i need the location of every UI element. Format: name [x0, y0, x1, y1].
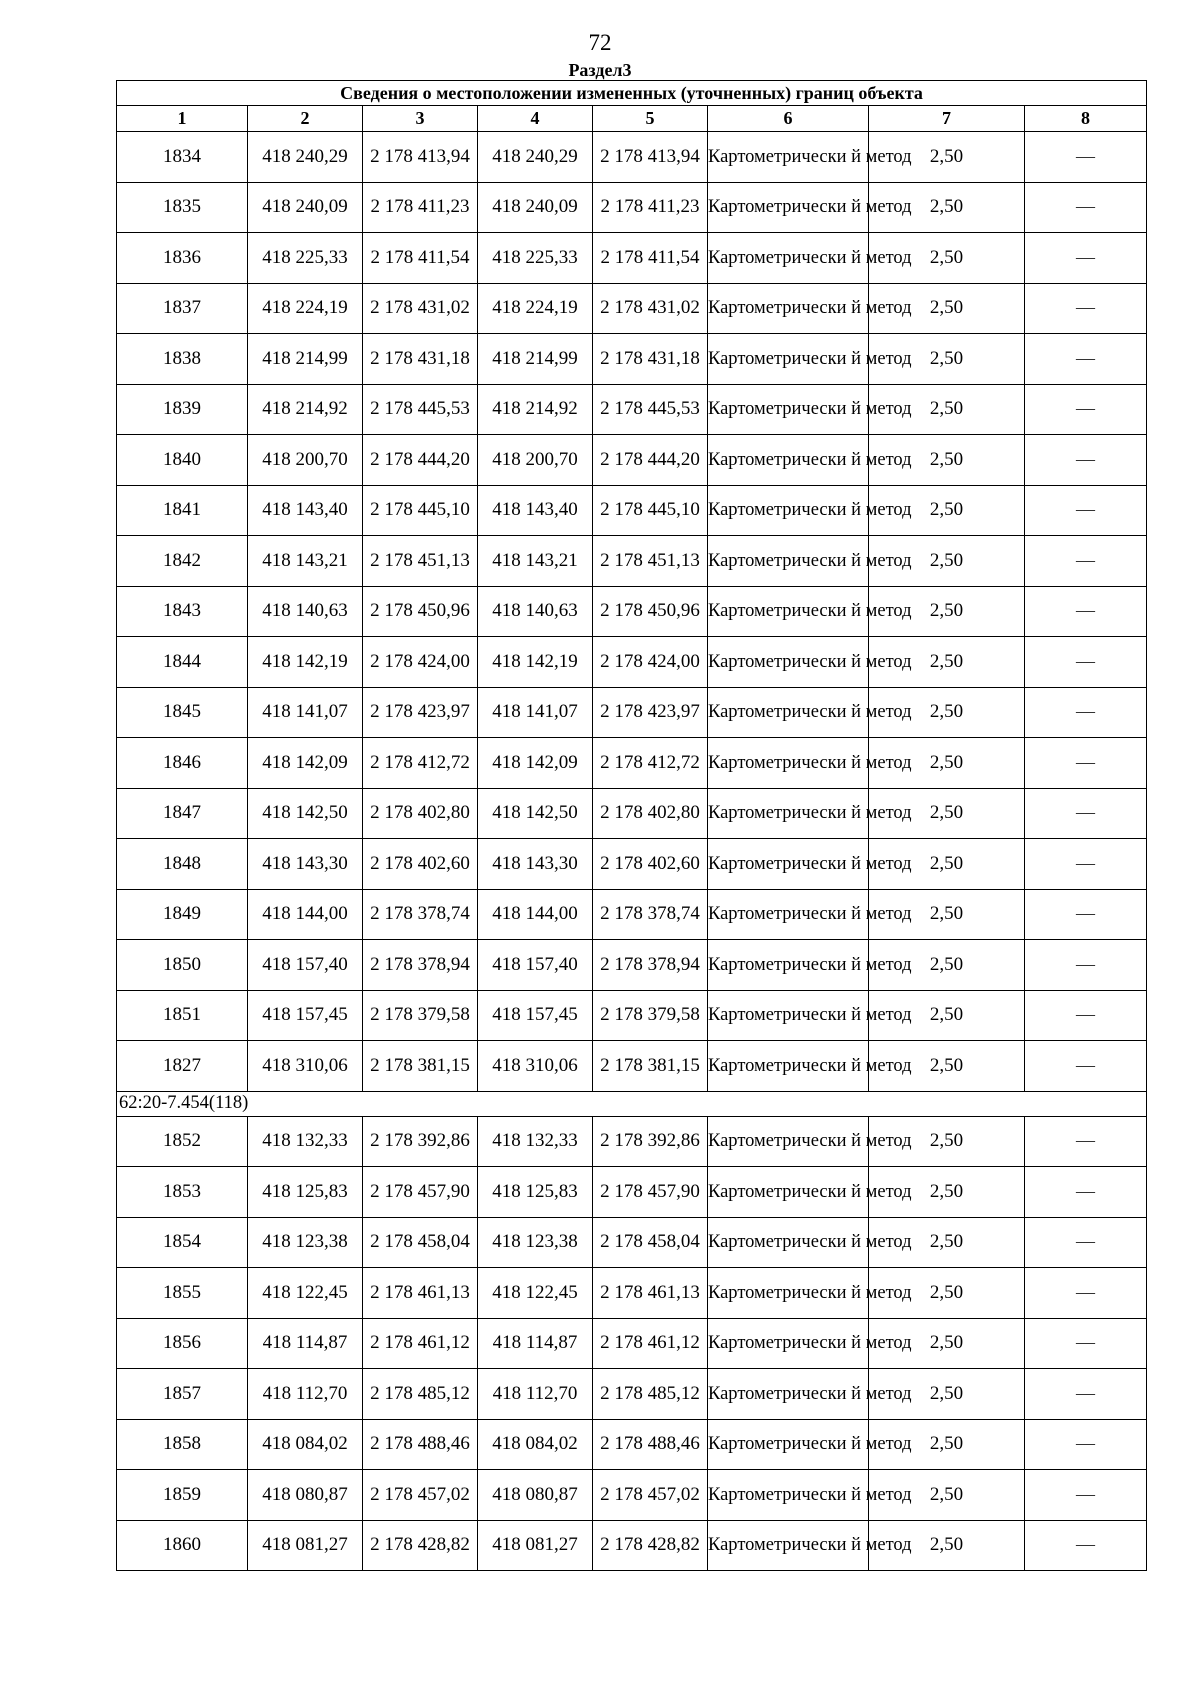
- x-refined-cell: 418 140,63: [478, 586, 593, 637]
- y-refined-cell: 2 178 411,23: [593, 182, 708, 233]
- y-refined-cell: 2 178 450,96: [593, 586, 708, 637]
- note-cell: —: [1025, 1520, 1147, 1571]
- note-cell: —: [1025, 1369, 1147, 1420]
- accuracy-cell: 2,50: [869, 1470, 1025, 1521]
- point-number-cell: 1843: [117, 586, 248, 637]
- y-existing-cell: 2 178 412,72: [363, 738, 478, 789]
- note-cell: —: [1025, 334, 1147, 385]
- table-row: [117, 1318, 1147, 1369]
- y-existing-cell: 2 178 379,58: [363, 990, 478, 1041]
- point-number-cell: 1842: [117, 536, 248, 587]
- x-existing-cell: 418 157,40: [248, 940, 363, 991]
- note-cell: —: [1025, 1419, 1147, 1470]
- method-cell: Картометрически й метод: [708, 839, 869, 890]
- table-row: [117, 1167, 1147, 1218]
- x-refined-cell: 418 142,19: [478, 637, 593, 688]
- y-existing-cell: 2 178 411,54: [363, 233, 478, 284]
- x-existing-cell: 418 141,07: [248, 687, 363, 738]
- table-row: [117, 435, 1147, 486]
- method-cell: Картометрически й метод: [708, 1116, 869, 1167]
- method-cell: Картометрически й метод: [708, 1369, 869, 1420]
- x-existing-cell: 418 143,40: [248, 485, 363, 536]
- accuracy-cell: 2,50: [869, 182, 1025, 233]
- y-refined-cell: 2 178 431,18: [593, 334, 708, 385]
- accuracy-cell: 2,50: [869, 384, 1025, 435]
- x-refined-cell: 418 122,45: [478, 1268, 593, 1319]
- point-number-cell: 1847: [117, 788, 248, 839]
- point-number-cell: 1851: [117, 990, 248, 1041]
- accuracy-cell: 2,50: [869, 1116, 1025, 1167]
- x-refined-cell: 418 214,99: [478, 334, 593, 385]
- note-cell: —: [1025, 536, 1147, 587]
- note-cell: —: [1025, 687, 1147, 738]
- y-existing-cell: 2 178 423,97: [363, 687, 478, 738]
- accuracy-cell: 2,50: [869, 1268, 1025, 1319]
- y-refined-cell: 2 178 461,13: [593, 1268, 708, 1319]
- method-cell: Картометрически й метод: [708, 384, 869, 435]
- note-cell: —: [1025, 132, 1147, 183]
- x-refined-cell: 418 200,70: [478, 435, 593, 486]
- note-cell: —: [1025, 233, 1147, 284]
- x-refined-cell: 418 144,00: [478, 889, 593, 940]
- accuracy-cell: 2,50: [869, 1318, 1025, 1369]
- note-cell: —: [1025, 283, 1147, 334]
- x-refined-cell: 418 143,30: [478, 839, 593, 890]
- point-number-cell: 1827: [117, 1041, 248, 1092]
- accuracy-cell: 2,50: [869, 839, 1025, 890]
- x-existing-cell: 418 214,99: [248, 334, 363, 385]
- accuracy-cell: 2,50: [869, 738, 1025, 789]
- accuracy-cell: 2,50: [869, 1167, 1025, 1218]
- y-refined-cell: 2 178 428,82: [593, 1520, 708, 1571]
- method-cell: Картометрически й метод: [708, 637, 869, 688]
- x-existing-cell: 418 225,33: [248, 233, 363, 284]
- x-existing-cell: 418 081,27: [248, 1520, 363, 1571]
- note-cell: —: [1025, 1470, 1147, 1521]
- table-row: [117, 182, 1147, 233]
- accuracy-cell: 2,50: [869, 1520, 1025, 1571]
- x-refined-cell: 418 141,07: [478, 687, 593, 738]
- x-refined-cell: 418 114,87: [478, 1318, 593, 1369]
- method-cell: Картометрически й метод: [708, 1268, 869, 1319]
- point-number-cell: 1855: [117, 1268, 248, 1319]
- x-refined-cell: 418 080,87: [478, 1470, 593, 1521]
- x-refined-cell: 418 157,45: [478, 990, 593, 1041]
- accuracy-cell: 2,50: [869, 889, 1025, 940]
- x-refined-cell: 418 310,06: [478, 1041, 593, 1092]
- accuracy-cell: 2,50: [869, 283, 1025, 334]
- y-existing-cell: 2 178 458,04: [363, 1217, 478, 1268]
- y-refined-cell: 2 178 413,94: [593, 132, 708, 183]
- y-existing-cell: 2 178 402,60: [363, 839, 478, 890]
- method-cell: Картометрически й метод: [708, 788, 869, 839]
- y-existing-cell: 2 178 411,23: [363, 182, 478, 233]
- point-number-cell: 1859: [117, 1470, 248, 1521]
- y-existing-cell: 2 178 378,94: [363, 940, 478, 991]
- table-row: [117, 1470, 1147, 1521]
- x-existing-cell: 418 112,70: [248, 1369, 363, 1420]
- x-refined-cell: 418 132,33: [478, 1116, 593, 1167]
- y-existing-cell: 2 178 424,00: [363, 637, 478, 688]
- note-cell: —: [1025, 637, 1147, 688]
- accuracy-cell: 2,50: [869, 788, 1025, 839]
- x-existing-cell: 418 157,45: [248, 990, 363, 1041]
- x-existing-cell: 418 080,87: [248, 1470, 363, 1521]
- x-refined-cell: 418 224,19: [478, 283, 593, 334]
- method-cell: Картометрически й метод: [708, 586, 869, 637]
- method-cell: Картометрически й метод: [708, 233, 869, 284]
- accuracy-cell: 2,50: [869, 485, 1025, 536]
- note-cell: —: [1025, 1318, 1147, 1369]
- note-cell: —: [1025, 788, 1147, 839]
- group-label-row: [117, 1091, 1147, 1116]
- point-number-cell: 1844: [117, 637, 248, 688]
- column-header: 3: [363, 106, 478, 132]
- x-existing-cell: 418 142,50: [248, 788, 363, 839]
- y-existing-cell: 2 178 402,80: [363, 788, 478, 839]
- y-existing-cell: 2 178 392,86: [363, 1116, 478, 1167]
- point-number-cell: 1853: [117, 1167, 248, 1218]
- x-refined-cell: 418 125,83: [478, 1167, 593, 1218]
- point-number-cell: 1850: [117, 940, 248, 991]
- point-number-cell: 1838: [117, 334, 248, 385]
- note-cell: —: [1025, 1116, 1147, 1167]
- accuracy-cell: 2,50: [869, 435, 1025, 486]
- x-existing-cell: 418 123,38: [248, 1217, 363, 1268]
- column-header: 7: [869, 106, 1025, 132]
- note-cell: —: [1025, 990, 1147, 1041]
- method-cell: Картометрически й метод: [708, 283, 869, 334]
- point-number-cell: 1846: [117, 738, 248, 789]
- table-row: [117, 586, 1147, 637]
- x-existing-cell: 418 144,00: [248, 889, 363, 940]
- point-number-cell: 1840: [117, 435, 248, 486]
- method-cell: Картометрически й метод: [708, 889, 869, 940]
- y-refined-cell: 2 178 412,72: [593, 738, 708, 789]
- x-existing-cell: 418 132,33: [248, 1116, 363, 1167]
- x-refined-cell: 418 214,92: [478, 384, 593, 435]
- table-row: [117, 1419, 1147, 1470]
- note-cell: —: [1025, 889, 1147, 940]
- table-row: [117, 889, 1147, 940]
- x-existing-cell: 418 084,02: [248, 1419, 363, 1470]
- table-caption: Сведения о местоположении измененных (уточненных) границ объекта: [117, 81, 1147, 106]
- method-cell: Картометрически й метод: [708, 334, 869, 385]
- x-existing-cell: 418 310,06: [248, 1041, 363, 1092]
- y-refined-cell: 2 178 431,02: [593, 283, 708, 334]
- page-number: 72: [588, 30, 612, 55]
- y-existing-cell: 2 178 488,46: [363, 1419, 478, 1470]
- x-existing-cell: 418 122,45: [248, 1268, 363, 1319]
- point-number-cell: 1837: [117, 283, 248, 334]
- table-row: [117, 1217, 1147, 1268]
- column-header: 2: [248, 106, 363, 132]
- x-existing-cell: 418 142,19: [248, 637, 363, 688]
- y-existing-cell: 2 178 457,90: [363, 1167, 478, 1218]
- point-number-cell: 1834: [117, 132, 248, 183]
- method-cell: Картометрически й метод: [708, 182, 869, 233]
- accuracy-cell: 2,50: [869, 1369, 1025, 1420]
- accuracy-cell: 2,50: [869, 586, 1025, 637]
- x-existing-cell: 418 143,30: [248, 839, 363, 890]
- y-refined-cell: 2 178 423,97: [593, 687, 708, 738]
- note-cell: —: [1025, 1268, 1147, 1319]
- x-refined-cell: 418 081,27: [478, 1520, 593, 1571]
- point-number-cell: 1858: [117, 1419, 248, 1470]
- y-refined-cell: 2 178 378,94: [593, 940, 708, 991]
- column-header: 8: [1025, 106, 1147, 132]
- y-existing-cell: 2 178 461,13: [363, 1268, 478, 1319]
- y-refined-cell: 2 178 488,46: [593, 1419, 708, 1470]
- point-number-cell: 1854: [117, 1217, 248, 1268]
- y-refined-cell: 2 178 461,12: [593, 1318, 708, 1369]
- y-existing-cell: 2 178 444,20: [363, 435, 478, 486]
- x-existing-cell: 418 114,87: [248, 1318, 363, 1369]
- note-cell: —: [1025, 1217, 1147, 1268]
- y-existing-cell: 2 178 451,13: [363, 536, 478, 587]
- note-cell: —: [1025, 435, 1147, 486]
- method-cell: Картометрически й метод: [708, 1217, 869, 1268]
- accuracy-cell: 2,50: [869, 1419, 1025, 1470]
- x-existing-cell: 418 240,29: [248, 132, 363, 183]
- x-existing-cell: 418 125,83: [248, 1167, 363, 1218]
- table-row: [117, 788, 1147, 839]
- note-cell: —: [1025, 738, 1147, 789]
- y-existing-cell: 2 178 485,12: [363, 1369, 478, 1420]
- x-existing-cell: 418 200,70: [248, 435, 363, 486]
- y-refined-cell: 2 178 392,86: [593, 1116, 708, 1167]
- x-refined-cell: 418 123,38: [478, 1217, 593, 1268]
- y-existing-cell: 2 178 431,18: [363, 334, 478, 385]
- point-number-cell: 1839: [117, 384, 248, 435]
- note-cell: —: [1025, 940, 1147, 991]
- x-existing-cell: 418 140,63: [248, 586, 363, 637]
- table-row: [117, 1041, 1147, 1092]
- x-refined-cell: 418 143,21: [478, 536, 593, 587]
- point-number-cell: 1856: [117, 1318, 248, 1369]
- group-label: 62:20-7.454(118): [117, 1091, 1147, 1116]
- table-row: [117, 1369, 1147, 1420]
- method-cell: Картометрически й метод: [708, 1167, 869, 1218]
- table-row: [117, 334, 1147, 385]
- x-refined-cell: 418 142,09: [478, 738, 593, 789]
- y-refined-cell: 2 178 402,60: [593, 839, 708, 890]
- y-refined-cell: 2 178 445,53: [593, 384, 708, 435]
- x-refined-cell: 418 157,40: [478, 940, 593, 991]
- table-row: [117, 283, 1147, 334]
- y-existing-cell: 2 178 445,53: [363, 384, 478, 435]
- method-cell: Картометрически й метод: [708, 940, 869, 991]
- point-number-cell: 1841: [117, 485, 248, 536]
- y-existing-cell: 2 178 461,12: [363, 1318, 478, 1369]
- section-title: Раздел3: [568, 60, 632, 80]
- column-header-row: [117, 106, 1147, 132]
- point-number-cell: 1835: [117, 182, 248, 233]
- point-number-cell: 1857: [117, 1369, 248, 1420]
- table-row: [117, 1520, 1147, 1571]
- x-existing-cell: 418 240,09: [248, 182, 363, 233]
- y-existing-cell: 2 178 431,02: [363, 283, 478, 334]
- note-cell: —: [1025, 485, 1147, 536]
- y-existing-cell: 2 178 413,94: [363, 132, 478, 183]
- y-existing-cell: 2 178 428,82: [363, 1520, 478, 1571]
- table-caption-row: [117, 81, 1147, 106]
- y-refined-cell: 2 178 451,13: [593, 536, 708, 587]
- accuracy-cell: 2,50: [869, 940, 1025, 991]
- point-number-cell: 1848: [117, 839, 248, 890]
- column-header: 1: [117, 106, 248, 132]
- y-refined-cell: 2 178 458,04: [593, 1217, 708, 1268]
- note-cell: —: [1025, 1041, 1147, 1092]
- table-row: [117, 990, 1147, 1041]
- accuracy-cell: 2,50: [869, 637, 1025, 688]
- table-row: [117, 738, 1147, 789]
- accuracy-cell: 2,50: [869, 687, 1025, 738]
- accuracy-cell: 2,50: [869, 990, 1025, 1041]
- y-refined-cell: 2 178 378,74: [593, 889, 708, 940]
- note-cell: —: [1025, 384, 1147, 435]
- table-row: [117, 1116, 1147, 1167]
- note-cell: —: [1025, 182, 1147, 233]
- table-row: [117, 485, 1147, 536]
- method-cell: Картометрически й метод: [708, 990, 869, 1041]
- method-cell: Картометрически й метод: [708, 536, 869, 587]
- method-cell: Картометрически й метод: [708, 1041, 869, 1092]
- x-refined-cell: 418 084,02: [478, 1419, 593, 1470]
- x-refined-cell: 418 225,33: [478, 233, 593, 284]
- accuracy-cell: 2,50: [869, 334, 1025, 385]
- method-cell: Картометрически й метод: [708, 1318, 869, 1369]
- x-refined-cell: 418 142,50: [478, 788, 593, 839]
- table-row: [117, 1268, 1147, 1319]
- y-refined-cell: 2 178 457,90: [593, 1167, 708, 1218]
- point-number-cell: 1845: [117, 687, 248, 738]
- point-number-cell: 1852: [117, 1116, 248, 1167]
- method-cell: Картометрически й метод: [708, 687, 869, 738]
- y-existing-cell: 2 178 445,10: [363, 485, 478, 536]
- point-number-cell: 1836: [117, 233, 248, 284]
- x-refined-cell: 418 240,09: [478, 182, 593, 233]
- x-existing-cell: 418 142,09: [248, 738, 363, 789]
- x-refined-cell: 418 240,29: [478, 132, 593, 183]
- y-existing-cell: 2 178 378,74: [363, 889, 478, 940]
- method-cell: Картометрически й метод: [708, 1470, 869, 1521]
- y-refined-cell: 2 178 402,80: [593, 788, 708, 839]
- x-refined-cell: 418 143,40: [478, 485, 593, 536]
- note-cell: —: [1025, 586, 1147, 637]
- table-row: [117, 637, 1147, 688]
- y-refined-cell: 2 178 444,20: [593, 435, 708, 486]
- method-cell: Картометрически й метод: [708, 485, 869, 536]
- table-row: [117, 384, 1147, 435]
- accuracy-cell: 2,50: [869, 233, 1025, 284]
- column-header: 4: [478, 106, 593, 132]
- accuracy-cell: 2,50: [869, 536, 1025, 587]
- y-refined-cell: 2 178 379,58: [593, 990, 708, 1041]
- y-refined-cell: 2 178 381,15: [593, 1041, 708, 1092]
- table-row: [117, 839, 1147, 890]
- accuracy-cell: 2,50: [869, 1217, 1025, 1268]
- y-refined-cell: 2 178 485,12: [593, 1369, 708, 1420]
- column-header: 6: [708, 106, 869, 132]
- accuracy-cell: 2,50: [869, 1041, 1025, 1092]
- table-row: [117, 132, 1147, 183]
- x-existing-cell: 418 143,21: [248, 536, 363, 587]
- y-existing-cell: 2 178 381,15: [363, 1041, 478, 1092]
- method-cell: Картометрически й метод: [708, 132, 869, 183]
- table-body: [117, 132, 1147, 1571]
- table-row: [117, 940, 1147, 991]
- coordinates-table: [116, 80, 1147, 1571]
- x-existing-cell: 418 224,19: [248, 283, 363, 334]
- column-header: 5: [593, 106, 708, 132]
- x-existing-cell: 418 214,92: [248, 384, 363, 435]
- note-cell: —: [1025, 839, 1147, 890]
- y-existing-cell: 2 178 457,02: [363, 1470, 478, 1521]
- accuracy-cell: 2,50: [869, 132, 1025, 183]
- table-row: [117, 233, 1147, 284]
- x-refined-cell: 418 112,70: [478, 1369, 593, 1420]
- y-refined-cell: 2 178 424,00: [593, 637, 708, 688]
- y-existing-cell: 2 178 450,96: [363, 586, 478, 637]
- y-refined-cell: 2 178 445,10: [593, 485, 708, 536]
- y-refined-cell: 2 178 457,02: [593, 1470, 708, 1521]
- method-cell: Картометрически й метод: [708, 435, 869, 486]
- point-number-cell: 1860: [117, 1520, 248, 1571]
- method-cell: Картометрически й метод: [708, 1520, 869, 1571]
- point-number-cell: 1849: [117, 889, 248, 940]
- method-cell: Картометрически й метод: [708, 1419, 869, 1470]
- note-cell: —: [1025, 1167, 1147, 1218]
- y-refined-cell: 2 178 411,54: [593, 233, 708, 284]
- method-cell: Картометрически й метод: [708, 738, 869, 789]
- table-row: [117, 687, 1147, 738]
- table-row: [117, 536, 1147, 587]
